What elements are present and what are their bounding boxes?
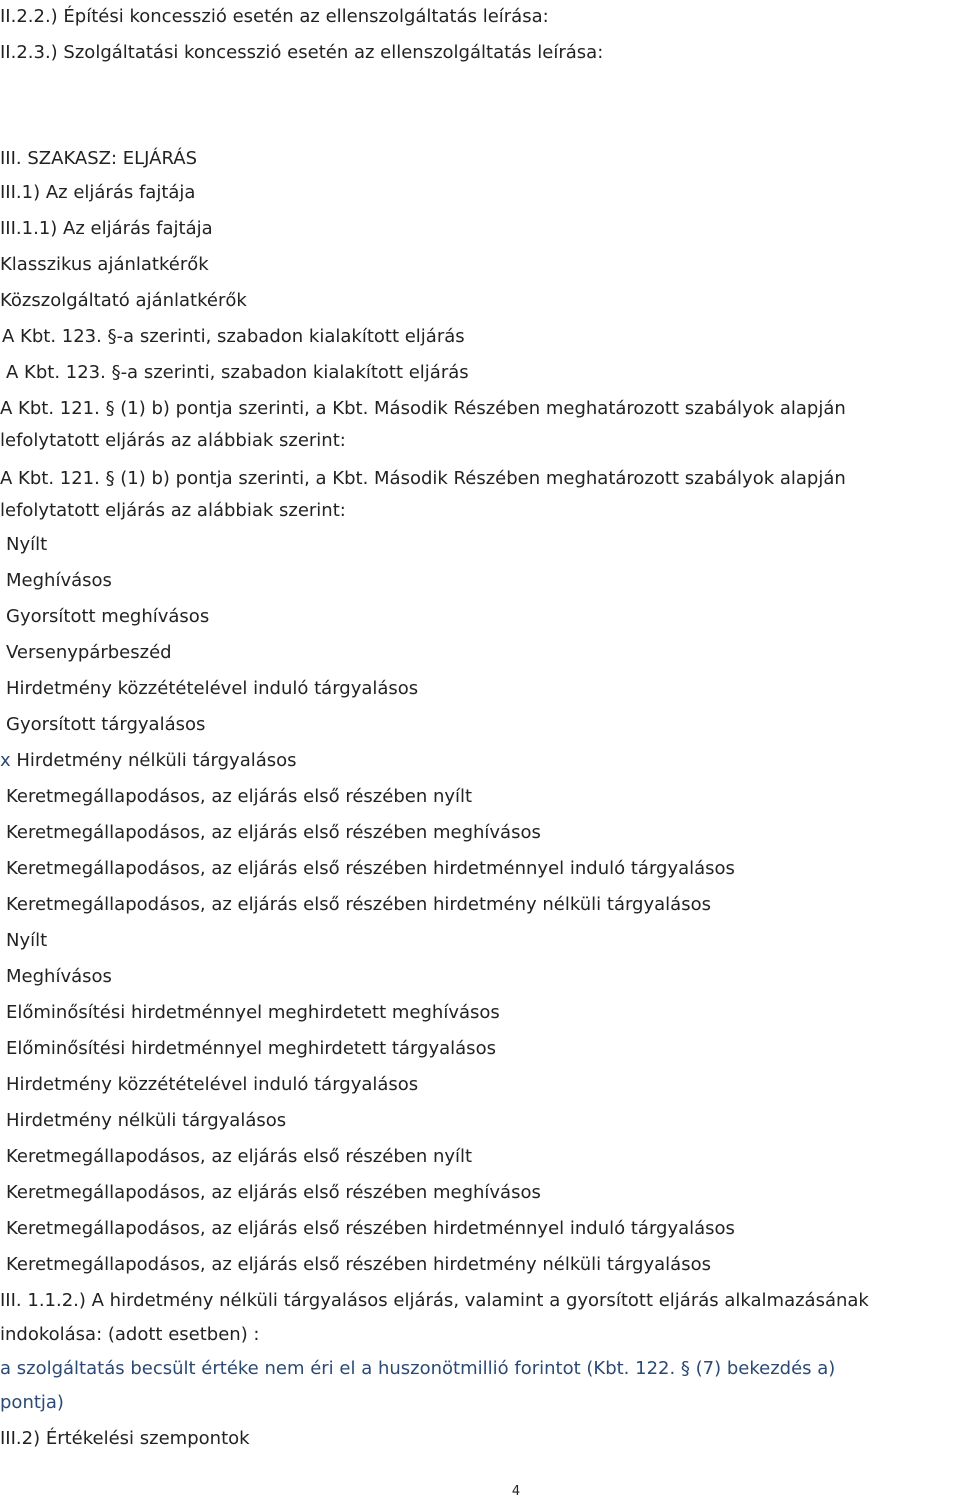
classic-contracting-authorities: Klasszikus ajánlatkérők [0, 254, 209, 275]
justification-answer-line1: a szolgáltatás becsült értéke nem éri el a huszonötmillió forintot (Kbt. 122. § (7) bekezdés a) [0, 1358, 836, 1379]
justification-heading-line1: III. 1.1.2.) A hirdetmény nélküli tárgyalásos eljárás, valamint a gyorsított eljárás alkalmazásának [0, 1290, 869, 1311]
section-3-2-heading: III.2) Értékelési szempontok [0, 1428, 250, 1449]
procedure-option-utility: Hirdetmény közzétételével induló tárgyalásos [6, 1074, 419, 1095]
selected-mark: x [0, 750, 11, 771]
procedure-option: Keretmegállapodásos, az eljárás első részében hirdetmény nélküli tárgyalásos [6, 894, 711, 915]
section-3-1-1-heading: III.1.1) Az eljárás fajtája [0, 218, 213, 239]
procedure-option: Gyorsított tárgyalásos [6, 714, 206, 735]
procedure-option: Versenypárbeszéd [6, 642, 172, 663]
procedure-option: Keretmegállapodásos, az eljárás első részében meghívásos [6, 822, 541, 843]
kbt123-option-utility: A Kbt. 123. §-a szerinti, szabadon kialakított eljárás [6, 362, 469, 383]
justification-answer-line2: pontja) [0, 1392, 64, 1413]
page-number: 4 [511, 1484, 521, 1499]
procedure-option-utility: Keretmegállapodásos, az eljárás első részében hirdetménnyel induló tárgyalásos [6, 1218, 735, 1239]
procedure-option-utility: Keretmegállapodásos, az eljárás első részében hirdetmény nélküli tárgyalásos [6, 1254, 711, 1275]
procedure-option-utility: Előminősítési hirdetménnyel meghirdetett meghívásos [6, 1002, 500, 1023]
kbt123-option-classic: A Kbt. 123. §-a szerinti, szabadon kialakított eljárás [2, 326, 465, 347]
procedure-option-utility: Nyílt [6, 930, 48, 951]
procedure-option-utility: Előminősítési hirdetménnyel meghirdetett tárgyalásos [6, 1038, 496, 1059]
procedure-option: Nyílt [6, 534, 48, 555]
procedure-option: Hirdetmény közzétételével induló tárgyalásos [6, 678, 419, 699]
procedure-option-selected [0, 748, 297, 774]
kbt121-option-utility-line1: A Kbt. 121. § (1) b) pontja szerinti, a Kbt. Második Részében meghatározott szabályok alapján [0, 468, 846, 489]
procedure-option-utility: Hirdetmény nélküli tárgyalásos [6, 1110, 287, 1131]
procedure-option-utility: Keretmegállapodásos, az eljárás első részében meghívásos [6, 1182, 541, 1203]
section-2-3-heading: II.2.3.) Szolgáltatási koncesszió esetén az ellenszolgáltatás leírása: [0, 42, 604, 63]
kbt121-option-classic-line2: lefolytatott eljárás az alábbiak szerint: [0, 430, 346, 451]
utility-contracting-authorities: Közszolgáltató ajánlatkérők [0, 290, 247, 311]
justification-heading-line2: indokolása: (adott esetben) : [0, 1324, 260, 1345]
kbt121-option-utility-line2: lefolytatott eljárás az alábbiak szerint: [0, 500, 346, 521]
kbt121-option-classic-line1: A Kbt. 121. § (1) b) pontja szerinti, a Kbt. Második Részében meghatározott szabályok alapján [0, 398, 846, 419]
procedure-option: Keretmegállapodásos, az eljárás első részében nyílt [6, 786, 473, 807]
procedure-option-utility: Keretmegállapodásos, az eljárás első részében nyílt [6, 1146, 473, 1167]
procedure-option: Gyorsított meghívásos [6, 606, 210, 627]
section-3-1-heading: III.1) Az eljárás fajtája [0, 182, 196, 203]
procedure-option-utility: Meghívásos [6, 966, 112, 987]
procedure-option: Meghívásos [6, 570, 112, 591]
section-2-2-heading: II.2.2.) Építési koncesszió esetén az ellenszolgáltatás leírása: [0, 6, 549, 27]
selected-option-label: Hirdetmény nélküli tárgyalásos [16, 750, 297, 771]
section-3-heading: III. SZAKASZ: ELJÁRÁS [0, 148, 198, 169]
procedure-option: Keretmegállapodásos, az eljárás első részében hirdetménnyel induló tárgyalásos [6, 858, 735, 879]
